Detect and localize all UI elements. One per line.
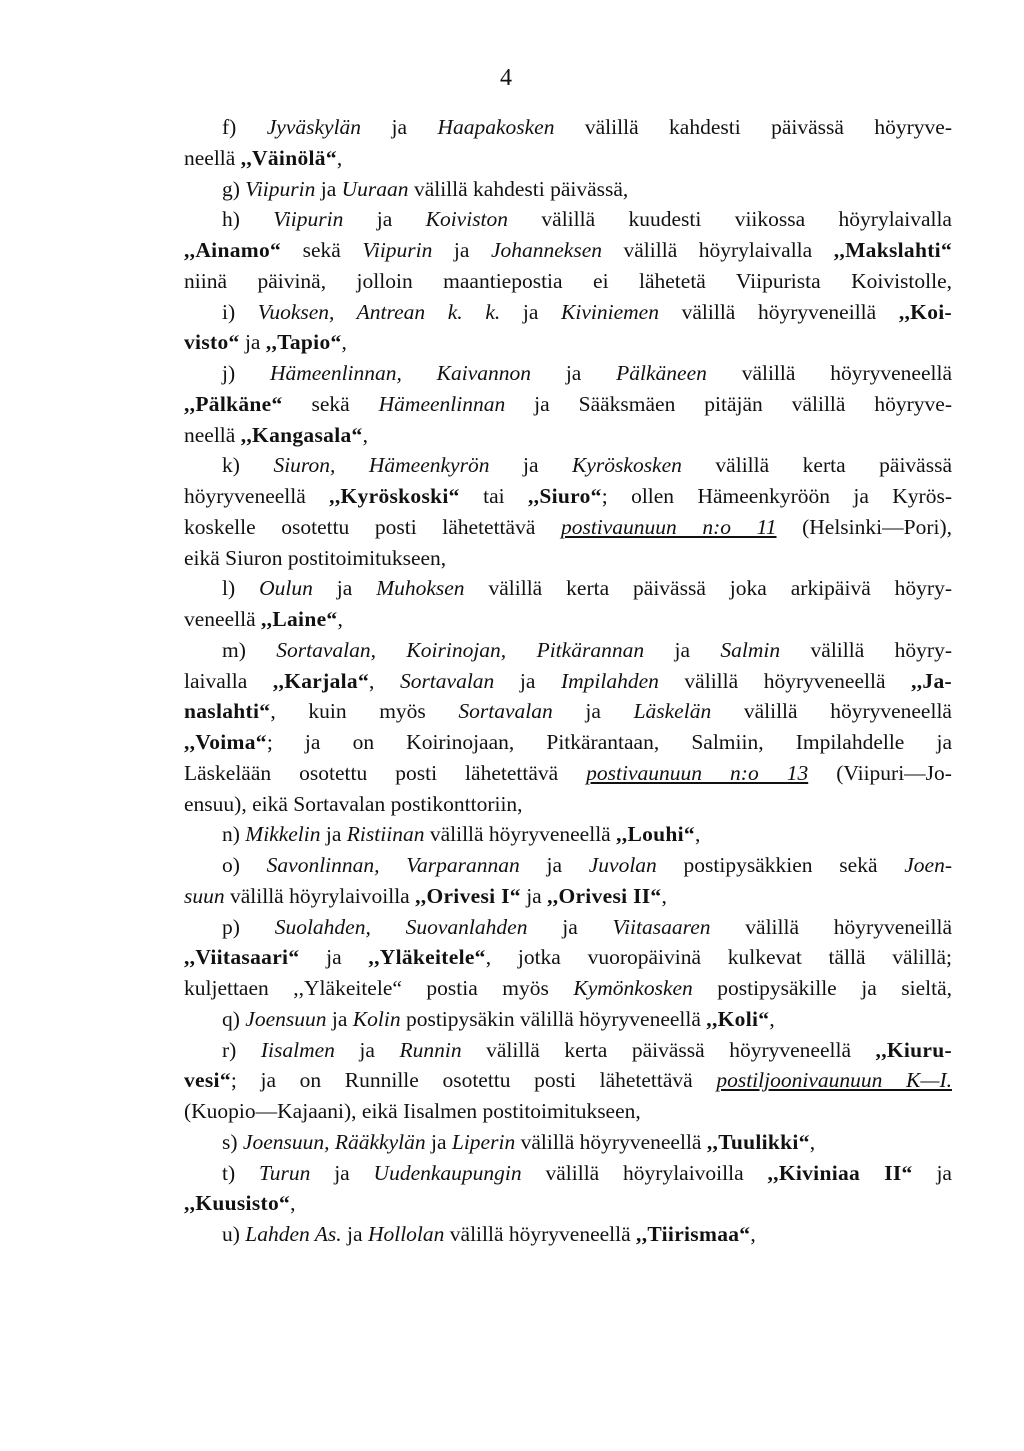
vessel-name: ,,Tuulikki“ [706, 1129, 810, 1154]
text-run: , [336, 145, 343, 170]
vessel-name: ,,Kiuru- [875, 1037, 952, 1062]
text-run: , [290, 1191, 296, 1216]
text-line [184, 635, 952, 665]
text-run: o) [222, 853, 267, 877]
text-run: sekä [282, 391, 379, 416]
text-run: välillä höyryveneillä [658, 299, 899, 324]
text-line [184, 389, 952, 419]
place-name: Salmin [720, 637, 781, 662]
text-line [184, 727, 952, 757]
text-run: ja [343, 207, 426, 232]
place-name: postiljoonivaunuun K—I. [716, 1068, 952, 1093]
text-run: koskelle osotettu posti lähetettävä [184, 514, 561, 539]
place-name: Viipurin [245, 176, 316, 201]
text-run: , [769, 1006, 775, 1031]
text-run: , [661, 883, 667, 908]
text-run: f) [222, 115, 267, 139]
place-name: Hollolan [367, 1222, 445, 1246]
text-run: ja [320, 822, 347, 847]
vessel-name: ,,Voima“ [184, 730, 267, 754]
text-line [184, 819, 952, 849]
text-line [184, 1219, 952, 1249]
text-run: välillä höyrylaivoilla [224, 883, 416, 908]
text-run: i) [222, 299, 258, 324]
vessel-name: ,,Siuro“ [528, 484, 602, 508]
text-run: (Viipuri—Jo- [808, 760, 952, 785]
text-line [184, 204, 952, 234]
text-run: välillä kerta päivässä [681, 453, 952, 478]
text-run: Läskelään osotettu posti lähetettävä [184, 760, 587, 785]
place-name: Juvolan [588, 853, 657, 877]
text-run: ja [361, 115, 438, 139]
text-run: höyryveneellä [184, 484, 330, 508]
place-name: Hämeenlinnan, Kaivannon [269, 361, 532, 385]
place-name: Sortavalan [399, 668, 495, 693]
text-run: välillä höyryveneellä [658, 668, 912, 693]
place-name: Siuron, Hämeenkyrön [273, 453, 490, 478]
place-name: Viitasaaren [612, 914, 711, 939]
page-number: 4 [500, 65, 512, 91]
text-run: , kuin myös [270, 699, 459, 724]
text-run: ja [239, 330, 266, 355]
vessel-name: ,,Kuusisto“ [184, 1191, 291, 1216]
text-run: ja [527, 914, 613, 939]
text-run: , [694, 822, 701, 847]
vessel-name: ,,Kyröskoski“ [329, 484, 460, 508]
text-run: neellä [184, 145, 241, 170]
place-name: Suolahden, Suovanlahden [274, 914, 528, 939]
text-run: ja [341, 1222, 368, 1246]
text-line [184, 112, 952, 142]
vessel-name: ,,Orivesi I“ [415, 883, 521, 908]
text-run: ja [334, 1037, 400, 1062]
text-run: kuljettaen ,,Yläkeitele“ postia myös [184, 976, 574, 1000]
place-name: Koiviston [425, 207, 509, 232]
place-name: Uudenkaupungin [373, 1160, 522, 1185]
text-run: ja [312, 576, 377, 601]
text-run: h) [222, 207, 274, 232]
place-name: Kolin [352, 1006, 401, 1031]
vessel-name: ,,Tiirismaa“ [636, 1222, 751, 1246]
text-run: välillä kuudesti viikossa höyrylaivalla [508, 207, 952, 232]
text-run: s) [222, 1129, 243, 1154]
text-run: välillä höyryveneellä [711, 699, 952, 724]
text-run: k) [222, 453, 274, 478]
place-name: Ristiinan [346, 822, 425, 847]
text-line [184, 327, 952, 357]
text-run: niinä päivinä, jolloin maantiepostia ei lähetetä Viipurista Koivistolle, [184, 268, 952, 293]
place-name: Viipurin [362, 238, 433, 262]
text-line [184, 1127, 952, 1157]
text-line [184, 604, 952, 634]
text-line [184, 1096, 952, 1126]
text-run: p) [222, 914, 275, 939]
text-line [184, 143, 952, 173]
place-name: Joensuun, Rääkkylän [242, 1129, 426, 1154]
text-run: välillä höyryveneellä [444, 1222, 637, 1246]
text-run: ja [425, 1129, 452, 1154]
text-run: välillä kahdesti päivässä höyryve- [554, 115, 952, 139]
text-line [184, 1035, 952, 1065]
place-name: Lahden As. [245, 1222, 342, 1246]
place-name: Uuraan [341, 176, 409, 201]
place-name: Pälkäneen [616, 361, 707, 385]
vessel-name: ,,Louhi“ [616, 822, 695, 847]
text-line [184, 1158, 952, 1188]
place-name: postivaunuun n:o 13 [586, 760, 809, 785]
text-line [184, 881, 952, 911]
text-run: , [369, 668, 400, 693]
text-line [184, 912, 952, 942]
place-name: Viipurin [273, 207, 344, 232]
text-line [184, 696, 952, 726]
place-name: Kiviniemen [561, 299, 659, 324]
vessel-name: ,,Laine“ [261, 607, 338, 631]
vessel-name: ,,Koli“ [706, 1006, 770, 1031]
text-run: r) [222, 1037, 261, 1062]
vessel-name: naslahti“ [184, 699, 271, 724]
text-line [184, 973, 952, 1003]
text-run: , [362, 422, 368, 447]
place-name: Savonlinnan, Varparannan [266, 853, 520, 877]
text-line [184, 850, 952, 880]
text-line [184, 235, 952, 265]
text-run: , [337, 607, 343, 631]
text-run: tai [459, 484, 528, 508]
vessel-name: ,,Ja- [911, 668, 952, 693]
text-run: postipysäkille ja sieltä, [692, 976, 952, 1000]
text-run: n) [222, 822, 246, 847]
text-line [184, 942, 952, 972]
text-run: ja [299, 945, 369, 970]
text-run: ja [520, 883, 548, 908]
text-run: t) [222, 1160, 259, 1185]
text-run: veneellä [184, 607, 261, 631]
text-run: ja [315, 176, 342, 201]
text-run: , [341, 330, 347, 355]
place-name: Johanneksen [490, 238, 602, 262]
text-run: l) [222, 576, 260, 601]
text-line [184, 789, 952, 819]
text-run: välillä höyryveneellä [515, 1129, 707, 1154]
text-run: j) [222, 361, 270, 385]
text-run: ja [326, 1006, 353, 1031]
text-run: postipysäkkien sekä [656, 853, 905, 877]
place-name: Joen- [904, 853, 952, 877]
text-line [184, 266, 952, 296]
place-name: Kyröskosken [572, 453, 682, 478]
text-run: , jotka vuoropäivinä kulkevat tällä välillä; [485, 945, 952, 970]
text-run: ja [519, 853, 589, 877]
vessel-name: ,,Ainamo“ [184, 238, 282, 262]
text-line [184, 174, 952, 204]
place-name: Joensuun [245, 1006, 327, 1031]
text-run: välillä kahdesti päivässä, [408, 176, 629, 201]
text-run: ja [552, 699, 634, 724]
text-run: välillä höyrylaivoilla [521, 1160, 768, 1185]
place-name: suun [184, 883, 225, 908]
text-run: ja [494, 668, 561, 693]
vessel-name: visto“ [184, 330, 240, 355]
text-line [184, 573, 952, 603]
text-run: (Helsinki—Pori), [776, 514, 952, 539]
text-run: ja [489, 453, 573, 478]
vessel-name: ,,Viitasaari“ [184, 945, 300, 970]
place-name: Hämeenlinnan [378, 391, 506, 416]
text-line [184, 358, 952, 388]
text-run: ja [310, 1160, 374, 1185]
vessel-name: ,,Makslahti“ [833, 238, 952, 262]
text-run: välillä höyryveneillä [710, 914, 952, 939]
vessel-name: ,,Kangasala“ [240, 422, 363, 447]
place-name: Läskelän [633, 699, 712, 724]
text-run: (Kuopio—Kajaani), eikä Iisalmen postitoimitukseen, [184, 1099, 641, 1123]
text-run: laivalla [184, 668, 273, 693]
text-run: neellä [184, 422, 241, 447]
text-run: q) [222, 1006, 246, 1031]
text-line [184, 543, 952, 573]
vessel-name: ,,Kiviniaa II“ [767, 1160, 913, 1185]
text-run: sekä [281, 238, 363, 262]
text-run: g) [222, 176, 246, 201]
place-name: Runnin [399, 1037, 462, 1062]
text-run: välillä höyry- [780, 637, 952, 662]
text-run: välillä höyryveneellä [706, 361, 952, 385]
vessel-name: ,,Väinölä“ [240, 145, 337, 170]
text-run: välillä kerta päivässä joka arkipäivä höyry- [464, 576, 952, 601]
place-name: Mikkelin [245, 822, 321, 847]
place-name: Kymönkosken [573, 976, 693, 1000]
text-line [184, 481, 952, 511]
text-run: ja [912, 1160, 952, 1185]
text-run: ja [500, 299, 562, 324]
vessel-name: ,,Pälkäne“ [184, 391, 283, 416]
text-run: ; ollen Hämeenkyröön ja Kyrös- [601, 484, 952, 508]
place-name: Jyväskylän [266, 115, 362, 139]
place-name: Oulun [259, 576, 313, 601]
text-line [184, 1188, 952, 1218]
place-name: postivaunuun n:o 11 [560, 514, 777, 539]
text-run: välillä kerta päivässä höyryveneellä [461, 1037, 876, 1062]
vessel-name: ,,Karjala“ [272, 668, 369, 693]
text-run: ; ja on Runnille osotettu posti lähetettävä [230, 1068, 717, 1093]
text-run: välillä höyryveneellä [424, 822, 617, 847]
text-line [184, 758, 952, 788]
text-run: ; ja on Koirinojaan, Pitkärantaan, Salmiin, Impilahdelle ja [266, 730, 952, 754]
text-line [184, 666, 952, 696]
text-line [184, 420, 952, 450]
place-name: Liperin [451, 1129, 516, 1154]
place-name: Haapakosken [437, 115, 555, 139]
text-run: , [809, 1129, 816, 1154]
place-name: Sortavalan, Koirinojan, Pitkärannan [276, 637, 645, 662]
vessel-name: ,,Orivesi II“ [547, 883, 662, 908]
text-line [184, 297, 952, 327]
text-run: ensuu), eikä Sortavalan postikonttoriin, [184, 791, 523, 816]
text-run: ja [432, 238, 491, 262]
vessel-name: ,,Yläkeitele“ [368, 945, 486, 970]
place-name: Vuoksen, Antrean k. k. [257, 299, 501, 324]
text-line [184, 512, 952, 542]
text-line [184, 1004, 952, 1034]
vessel-name: ,,Tapio“ [265, 330, 342, 355]
text-line [184, 450, 952, 480]
place-name: Turun [258, 1160, 311, 1185]
place-name: Iisalmen [260, 1037, 335, 1062]
text-run: eikä Siuron postitoimitukseen, [184, 545, 447, 570]
text-run: välillä höyrylaivalla [602, 238, 834, 262]
text-run: m) [222, 637, 277, 662]
text-run: u) [222, 1222, 246, 1246]
vessel-name: ,,Koi- [898, 299, 952, 324]
text-run: ja Sääksmäen pitäjän välillä höyryve- [505, 391, 952, 416]
text-run: postipysäkin välillä höyryveneellä [400, 1006, 707, 1031]
place-name: Sortavalan [458, 699, 553, 724]
place-name: Muhoksen [376, 576, 465, 601]
place-name: Impilahden [560, 668, 659, 693]
text-run: ja [644, 637, 721, 662]
text-run: , [750, 1222, 756, 1246]
vessel-name: vesi“ [184, 1068, 231, 1093]
text-line [184, 1065, 952, 1095]
text-run: ja [531, 361, 617, 385]
